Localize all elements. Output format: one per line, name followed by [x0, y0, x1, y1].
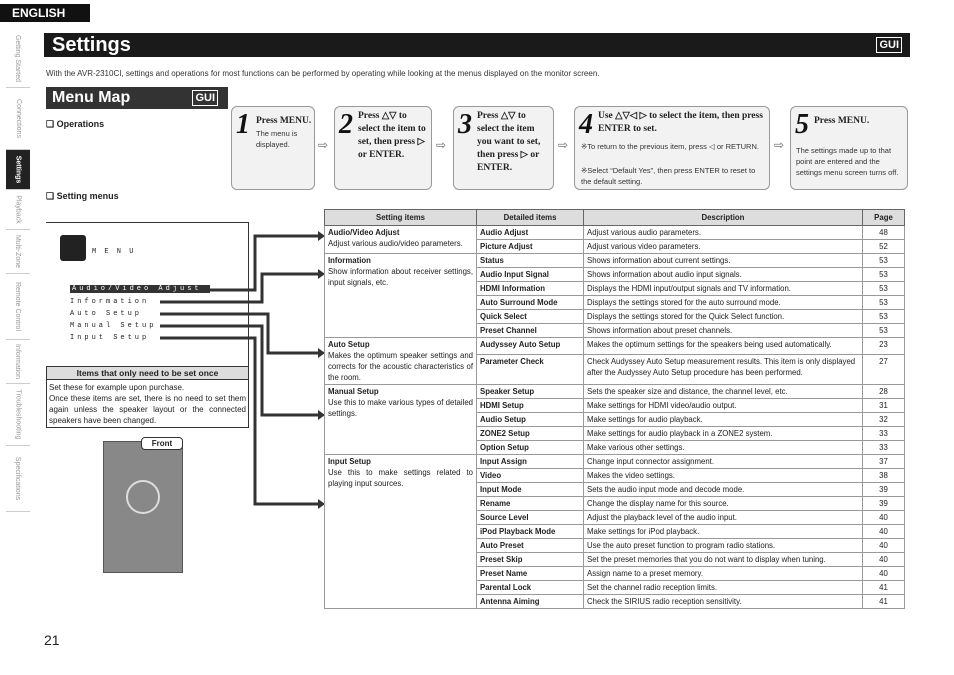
- page-cell: 31: [863, 399, 905, 413]
- front-label: Front: [141, 437, 183, 450]
- sidebar-tab: [6, 230, 30, 274]
- page-cell: 23: [863, 338, 905, 355]
- detailed-item-cell: Preset Channel: [477, 324, 584, 338]
- setting-item-name: Information: [328, 256, 371, 265]
- detailed-item-cell: Auto Surround Mode: [477, 296, 584, 310]
- sidebar-tab-label: Troubleshooting: [14, 389, 22, 440]
- screen-menu-item: Information: [70, 298, 150, 306]
- setting-item-desc: Use this to make settings related to playing input sources.: [328, 468, 473, 488]
- detailed-item-cell: Parental Lock: [477, 581, 584, 595]
- description-cell: Displays the settings stored for the Quick Select function.: [584, 310, 863, 324]
- sidebar-tab-label: Specifications: [14, 456, 22, 501]
- arrow-icon: ⇨: [436, 138, 447, 152]
- table-row: [325, 385, 905, 399]
- description-cell: Set the preset memories that you do not want to display when tuning.: [584, 553, 863, 567]
- detailed-item-cell: Audio Adjust: [477, 226, 584, 240]
- note-line: Once these items are set, there is no need to set them again unless the speaker layout or the connected speakers have been changed.: [49, 394, 246, 425]
- description-cell: Displays the HDMI input/output signals and TV information.: [584, 282, 863, 296]
- sidebar-tab: [6, 150, 30, 190]
- settings-icon: [60, 235, 86, 261]
- page-cell: 41: [863, 595, 905, 609]
- page-cell: 32: [863, 413, 905, 427]
- description-cell: Change the display name for this source.: [584, 497, 863, 511]
- note-line: Set these for example upon purchase.: [49, 383, 185, 392]
- detailed-item-cell: iPod Playback Mode: [477, 525, 584, 539]
- screen-menu-item: Audio/Video Adjust: [70, 285, 210, 293]
- page-cell: 33: [863, 427, 905, 441]
- page-cell: 39: [863, 497, 905, 511]
- description-cell: Make settings for audio playback in a ZONE2 system.: [584, 427, 863, 441]
- operations-heading: ❑ Operations: [46, 119, 105, 129]
- step-text: Press △▽ to select the item to set, then press ▷ or ENTER.: [358, 111, 426, 160]
- sidebar-tab-label: Remote Control: [14, 281, 22, 332]
- sidebar-tab-label: Information: [14, 343, 22, 380]
- page-cell: 37: [863, 455, 905, 469]
- page-cell: 48: [863, 226, 905, 240]
- detailed-item-cell: HDMI Information: [477, 282, 584, 296]
- page-cell: 27: [863, 354, 905, 384]
- sidebar-tab: [6, 190, 30, 230]
- detailed-item-cell: Speaker Setup: [477, 385, 584, 399]
- page-cell: 38: [863, 469, 905, 483]
- page-cell: 41: [863, 581, 905, 595]
- menu-screen: [46, 222, 249, 372]
- description-cell: Adjust various audio parameters.: [584, 226, 863, 240]
- page-cell: 40: [863, 511, 905, 525]
- step-1: [231, 106, 315, 190]
- description-cell: Check the SIRIUS radio reception sensitivity.: [584, 595, 863, 609]
- page-cell: 53: [863, 310, 905, 324]
- col-header: Detailed items: [477, 210, 584, 226]
- detailed-item-cell: Preset Skip: [477, 553, 584, 567]
- page-cell: 53: [863, 254, 905, 268]
- page-cell: 39: [863, 483, 905, 497]
- detailed-item-cell: ZONE2 Setup: [477, 427, 584, 441]
- sidebar-tab: [6, 340, 30, 384]
- step-note: ※To return to the previous item, press ◁ or RETURN.: [581, 142, 759, 151]
- table-row: [325, 338, 905, 355]
- step-subtext: The menu is displayed.: [256, 129, 298, 149]
- page-cell: 40: [863, 539, 905, 553]
- col-header: Description: [584, 210, 863, 226]
- step-number: 5: [795, 109, 809, 140]
- step-text: Use △▽◁ ▷ to select the item, then press ENTER to set.: [598, 111, 763, 134]
- arrow-icon: ⇨: [774, 138, 785, 152]
- col-header: Page: [863, 210, 905, 226]
- setting-item-cell: [325, 385, 477, 455]
- detailed-item-cell: Audio Setup: [477, 413, 584, 427]
- step-number: 3: [458, 109, 472, 140]
- page-cell: 28: [863, 385, 905, 399]
- step-text: Press △▽ to select the item you want to set, then press ▷ or ENTER.: [477, 111, 541, 173]
- sidebar-tab: [6, 384, 30, 446]
- sidebar-tab: [6, 274, 30, 340]
- description-cell: Set the channel radio reception limits.: [584, 581, 863, 595]
- arrow-icon: ⇨: [558, 138, 569, 152]
- description-cell: Shows information about audio input signals.: [584, 268, 863, 282]
- description-cell: Sets the speaker size and distance, the channel level, etc.: [584, 385, 863, 399]
- detailed-item-cell: Source Level: [477, 511, 584, 525]
- detailed-item-cell: Picture Adjust: [477, 240, 584, 254]
- screen-menu-item: Input Setup: [70, 334, 150, 342]
- page-title: Settings GUI: [44, 33, 910, 57]
- screen-menu-item: Auto Setup: [70, 310, 143, 318]
- detailed-item-cell: Audyssey Auto Setup: [477, 338, 584, 355]
- description-cell: Makes the video settings.: [584, 469, 863, 483]
- description-cell: Shows information about preset channels.: [584, 324, 863, 338]
- detailed-item-cell: Option Setup: [477, 441, 584, 455]
- setting-item-cell: [325, 338, 477, 385]
- step-2: [334, 106, 432, 190]
- description-cell: Adjust various video parameters.: [584, 240, 863, 254]
- page-cell: 53: [863, 282, 905, 296]
- page-cell: 52: [863, 240, 905, 254]
- description-cell: Displays the settings stored for the auto surround mode.: [584, 296, 863, 310]
- detailed-item-cell: Antenna Aiming: [477, 595, 584, 609]
- description-cell: Make settings for iPod playback.: [584, 525, 863, 539]
- setting-item-desc: Adjust various audio/video parameters.: [328, 239, 463, 248]
- description-cell: Make various other settings.: [584, 441, 863, 455]
- note-box: [46, 366, 249, 428]
- description-cell: Check Audyssey Auto Setup measurement results. This item is only displayed after the Audyssey Auto Setup procedure has been performed.: [584, 354, 863, 384]
- intro-text: With the AVR-2310CI, settings and operations for most functions can be performed by operating while looking at the menus displayed on the monitor screen.: [46, 69, 600, 78]
- description-cell: Sets the audio input mode and decode mode.: [584, 483, 863, 497]
- screen-title: M E N U: [92, 248, 136, 256]
- table-row: [325, 226, 905, 240]
- detailed-item-cell: Parameter Check: [477, 354, 584, 384]
- setting-item-cell: [325, 226, 477, 254]
- sidebar-tab-label: Connections: [14, 99, 22, 138]
- gui-badge: GUI: [192, 90, 218, 106]
- settings-table: [324, 209, 905, 609]
- page-cell: 40: [863, 553, 905, 567]
- step-subtext: The settings made up to that point are entered and the settings menu screen turns off.: [796, 146, 899, 177]
- page-cell: 53: [863, 324, 905, 338]
- detailed-item-cell: Quick Select: [477, 310, 584, 324]
- step-5: [790, 106, 908, 190]
- gui-badge: GUI: [876, 37, 902, 53]
- step-note: ※Select “Default Yes”, then press ENTER to reset to the default setting.: [581, 166, 756, 186]
- description-cell: Make settings for audio playback.: [584, 413, 863, 427]
- setting-menus-heading: ❑ Setting menus: [46, 191, 119, 201]
- detailed-item-cell: Status: [477, 254, 584, 268]
- screen-menu-item: Manual Setup: [70, 322, 157, 330]
- table-row: [325, 455, 905, 469]
- page-cell: 40: [863, 525, 905, 539]
- step-number: 4: [579, 109, 593, 140]
- arrow-icon: ⇨: [318, 138, 329, 152]
- note-heading: Items that only need to be set once: [47, 367, 248, 380]
- sidebar: [6, 30, 30, 542]
- page-cell: 33: [863, 441, 905, 455]
- step-3: [453, 106, 554, 190]
- detailed-item-cell: Audio Input Signal: [477, 268, 584, 282]
- step-number: 1: [236, 109, 250, 140]
- detailed-item-cell: Rename: [477, 497, 584, 511]
- page-cell: 53: [863, 268, 905, 282]
- description-cell: Use the auto preset function to program radio stations.: [584, 539, 863, 553]
- detailed-item-cell: Input Assign: [477, 455, 584, 469]
- sidebar-tab-label: Playback: [14, 195, 22, 224]
- sidebar-tab: [6, 88, 30, 150]
- setting-item-name: Input Setup: [328, 457, 371, 466]
- detailed-item-cell: Input Mode: [477, 483, 584, 497]
- detailed-item-cell: Video: [477, 469, 584, 483]
- setting-item-name: Manual Setup: [328, 387, 379, 396]
- dpad-icon: [126, 480, 160, 514]
- sidebar-tab-label: Multi-Zone: [14, 234, 22, 269]
- remote-illustration: [103, 441, 183, 573]
- setting-item-desc: Makes the optimum speaker settings and corrects for the acoustic characteristics of the room.: [328, 351, 473, 382]
- detailed-item-cell: HDMI Setup: [477, 399, 584, 413]
- sidebar-tab: [6, 446, 30, 512]
- setting-item-cell: [325, 455, 477, 609]
- setting-item-desc: Use this to make various types of detailed settings.: [328, 398, 473, 418]
- step-text: Press MENU.: [814, 116, 870, 126]
- setting-item-name: Auto Setup: [328, 340, 370, 349]
- page-cell: 53: [863, 296, 905, 310]
- table-row: [325, 254, 905, 268]
- col-header: Setting items: [325, 210, 477, 226]
- detailed-item-cell: Preset Name: [477, 567, 584, 581]
- step-text: Press MENU.: [256, 116, 312, 126]
- step-4: [574, 106, 770, 190]
- page-cell: 40: [863, 567, 905, 581]
- sidebar-tab-label: Settings: [14, 155, 22, 184]
- setting-item-cell: [325, 254, 477, 338]
- description-cell: Makes the optimum settings for the speakers being used automatically.: [584, 338, 863, 355]
- menu-map-heading: Menu Map GUI: [46, 87, 228, 109]
- sidebar-tab-label: Getting Started: [14, 34, 22, 83]
- sidebar-tab: [6, 30, 30, 88]
- description-cell: Assign name to a preset memory.: [584, 567, 863, 581]
- setting-item-desc: Show information about receiver settings, input signals, etc.: [328, 267, 473, 287]
- step-number: 2: [339, 109, 353, 140]
- description-cell: Make settings for HDMI video/audio output.: [584, 399, 863, 413]
- description-cell: Shows information about current settings.: [584, 254, 863, 268]
- description-cell: Change input connector assignment.: [584, 455, 863, 469]
- description-cell: Adjust the playback level of the audio input.: [584, 511, 863, 525]
- detailed-item-cell: Auto Preset: [477, 539, 584, 553]
- setting-item-name: Audio/Video Adjust: [328, 228, 400, 237]
- language-label: ENGLISH: [0, 4, 90, 22]
- page-number: 21: [44, 632, 60, 648]
